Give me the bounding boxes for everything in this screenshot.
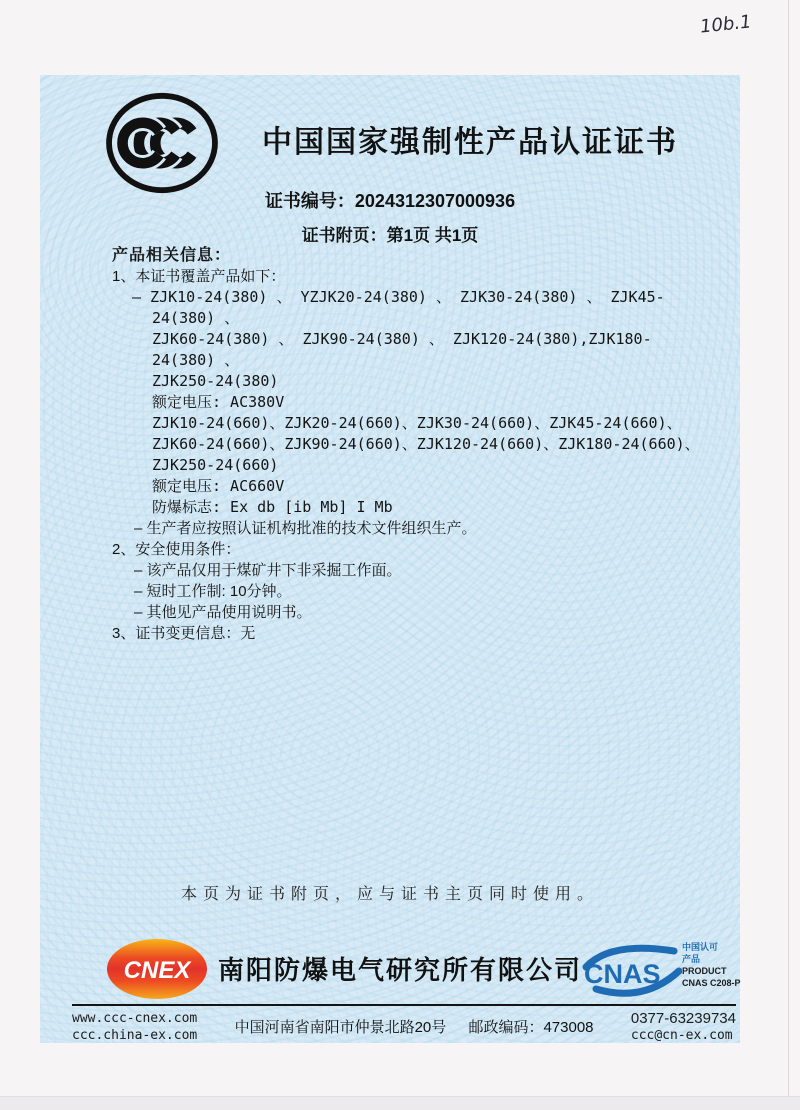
cnas-cn-line1: 中国认可: [682, 942, 719, 952]
safety-bullet: – 其他见产品使用说明书。: [134, 604, 312, 621]
product-info-section: [112, 245, 702, 644]
rated-voltage-380: 额定电压: AC380V: [152, 393, 285, 411]
contact-row: [72, 1010, 736, 1044]
email-address: ccc@cn-ex.com: [630, 1028, 733, 1043]
ccc-mark-icon: [104, 91, 220, 195]
scan-edge-artifact: [0, 1096, 800, 1110]
producer-note: – 生产者应按照认证机构批准的技术文件组织生产。: [134, 520, 477, 537]
product-line-660: ZJK250-24(660): [152, 456, 279, 474]
item2-heading: 2、安全使用条件：: [112, 541, 241, 558]
cnas-side-text: [682, 941, 744, 989]
cnex-logo-icon: [104, 937, 210, 1001]
product-line-380: ZJK60-24(380) 、 ZJK90-24(380) 、 ZJK120-24(380),ZJK180-24(380) 、: [152, 330, 652, 369]
handwritten-annotation: 10b.1: [699, 11, 753, 38]
cnas-logo-icon: [582, 941, 682, 997]
organization-name: 南阳防爆电气研究所有限公司: [217, 955, 582, 985]
cnas-en-line1: PRODUCT: [682, 966, 727, 976]
cnas-logo-text: CNAS: [584, 959, 661, 989]
safety-bullet: – 短时工作制: 10分钟。: [134, 583, 292, 600]
footer-divider-line: [72, 1004, 736, 1006]
website-china-ex: ccc.china-ex.com: [72, 1028, 198, 1043]
cnex-logo-text: CNEX: [123, 957, 191, 984]
product-line-660: ZJK60-24(660)、ZJK90-24(660)、ZJK120-24(660)、ZJK180-24(660)、: [152, 435, 700, 453]
websites-column: [72, 1010, 197, 1044]
rated-voltage-660: 额定电压: AC660V: [152, 477, 285, 495]
phone-number: 0377-63239734: [630, 1010, 736, 1027]
product-line-660: ZJK10-24(660)、ZJK20-24(660)、ZJK30-24(660)、ZJK45-24(660)、: [152, 414, 682, 432]
address-column: [235, 1010, 594, 1037]
section-title: 产品相关信息：: [112, 247, 232, 264]
cnas-en-line2: CNAS C208-P: [682, 978, 741, 988]
safety-bullet: – 该产品仅用于煤矿井下非采掘工作面。: [134, 562, 402, 579]
scan-edge-artifact: [788, 0, 789, 1110]
ex-marking: 防爆标志: Ex db [ib Mb] I Mb: [152, 498, 393, 516]
item3-heading: 3、证书变更信息：无: [112, 625, 256, 642]
website-ccc-cnex: www.ccc-cnex.com: [72, 1011, 198, 1026]
certificate-number-line: 证书编号：2024312307000936: [264, 191, 516, 211]
cnas-cn-line2: 产品: [682, 954, 701, 964]
item1-heading: 1、本证书覆盖产品如下：: [112, 268, 286, 285]
phone-email-column: [631, 1010, 736, 1044]
postal-code: 邮政编码：473008: [468, 1019, 594, 1036]
certificate-title: 中国国家强制性产品认证证书: [262, 126, 678, 159]
product-line-380: – ZJK10-24(380) 、 YZJK20-24(380) 、 ZJK30-24(380) 、 ZJK45-24(380) 、: [132, 288, 665, 327]
cnas-accreditation-block: [582, 937, 744, 1001]
postal-address: 中国河南省南阳市仲景北路20号: [234, 1019, 447, 1036]
attachment-usage-note: 本页为证书附页，应与证书主页同时使用。: [180, 886, 599, 903]
product-line-380: ZJK250-24(380): [152, 372, 279, 390]
certificate-panel: [40, 75, 740, 1043]
attachment-page-line: 证书附页：第1页 共1页: [301, 226, 479, 245]
